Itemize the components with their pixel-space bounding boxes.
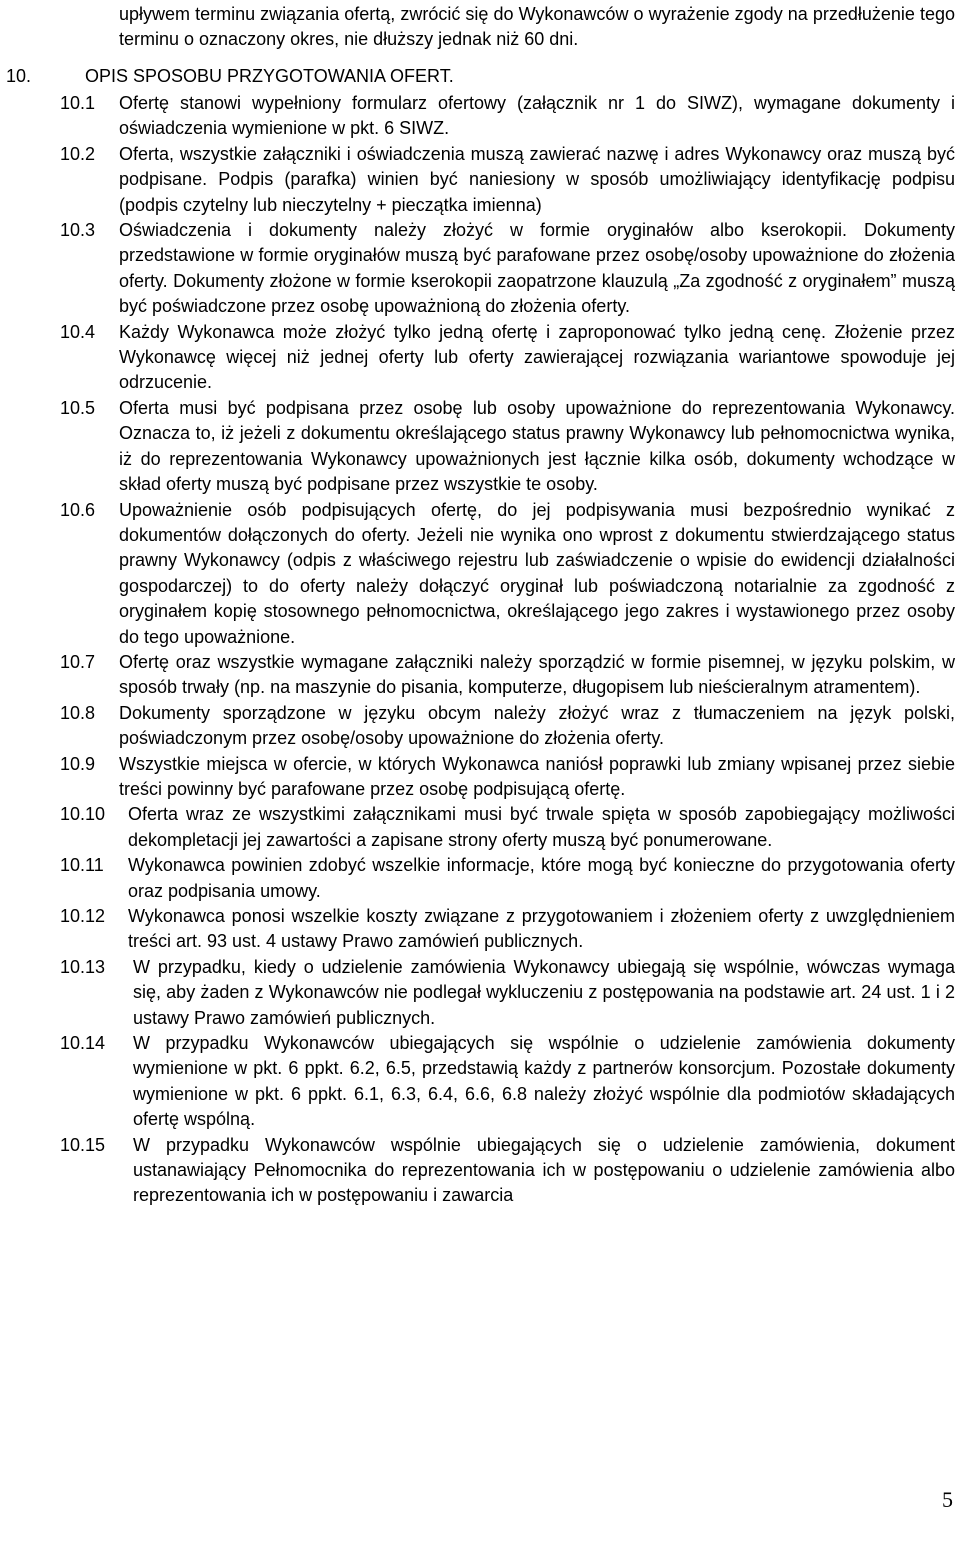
section-number: 10.: [6, 66, 32, 86]
item-text: Oferta wraz ze wszystkimi załącznikami musi być trwale spięta w sposób zapobiegający możliwości dekompletacji jej zawartości a zapisane strony oferty muszą być ponumerowane.: [128, 804, 955, 850]
item-number: 10.3: [60, 220, 96, 241]
item-number: 10.4: [60, 321, 96, 342]
item-number: 10.1: [60, 93, 96, 113]
item-number: 10.11: [60, 855, 104, 876]
list-item: [0, 701, 960, 752]
item-number: 10.13: [60, 956, 106, 977]
list-item: [0, 320, 960, 396]
list-item: [0, 650, 960, 701]
item-text: Ofertę stanowi wypełniony formularz ofertowy (załącznik nr 1 do SIWZ), wymagane dokumenty i oświadczenia wymienione w pkt. 6 SIWZ.: [119, 93, 955, 139]
list-item: [0, 853, 960, 904]
item-number: 10.9: [60, 753, 96, 774]
item-text: W przypadku, kiedy o udzielenie zamówienia Wykonawcy ubiegają się wspólnie, wówczas wymaga się, aby żaden z Wykonawców nie podlegał wykluczeniu z postępowania na podstawie art. 24 ust. 1 i 2 ustawy Prawo zamówień publicznych.: [133, 956, 955, 1028]
item-number: 10.12: [60, 906, 106, 926]
item-text: W przypadku Wykonawców ubiegających się wspólnie o udzielenie zamówienia dokumenty wymienione w pkt. 6 ppkt. 6.2, 6.5, przedstawią każdy z partnerów konsorcjum. Pozostałe dokumenty wymienione w pkt. 6 ppkt. 6.1, 6.3, 6.4, 6.6, 6.8 należy złożyć wspólnie dla podmiotów składających ofertę wspólną.: [133, 1033, 955, 1130]
item-text: W przypadku Wykonawców wspólnie ubiegających się o udzielenie zamówienia, dokument ustanawiający Pełnomocnika do reprezentowania ich w postępowaniu o udzielenie zamówienia albo reprezentowania ich w postępowaniu i zawarcia: [133, 1134, 955, 1206]
section-title: OPIS SPOSOBU PRZYGOTOWANIA OFERT.: [85, 66, 454, 86]
item-text: Oświadczenia i dokumenty należy złożyć w formie oryginałów albo kserokopii. Dokumenty przedstawione w formie oryginałów muszą być parafowane przez osobę/osoby upoważnione do złożenia oferty. Dokumenty złożone w formie kserokopii zaopatrzone klauzulą „Za zgodność z oryginałem” muszą być poświadczone przez osobę upoważnioną do złożenia oferty.: [119, 220, 955, 317]
list-item: [0, 142, 960, 218]
section-heading: [6, 64, 454, 89]
list-item: [0, 218, 960, 320]
list-item: [0, 904, 960, 955]
item-number: 10.6: [60, 499, 96, 520]
item-number: 10.15: [60, 1134, 106, 1155]
item-number: 10.10: [60, 804, 106, 825]
item-text: Ofertę oraz wszystkie wymagane załączniki należy sporządzić w formie pisemnej, w języku polskim, w sposób trwały (np. na maszynie do pisania, komputerze, długopisem lub nieścieralnym atramentem).: [119, 651, 955, 698]
item-text: Wykonawca powinien zdobyć wszelkie informacje, które mogą być konieczne do przygotowania oferty oraz podpisania umowy.: [128, 855, 955, 901]
item-text: Wykonawca ponosi wszelkie koszty związane z przygotowaniem i złożeniem oferty z uwzględnieniem treści art. 93 ust. 4 ustawy Prawo zamówień publicznych.: [128, 906, 955, 952]
item-text: Dokumenty sporządzone w języku obcym należy złożyć wraz z tłumaczeniem na język polski, poświadczonym przez osobę/osoby upoważnione do złożenia oferty.: [119, 702, 955, 749]
item-text: Wszystkie miejsca w ofercie, w których Wykonawca naniósł poprawki lub zmiany wpisanej przez siebie treści powinny być parafowane przez osobę podpisującą ofertę.: [119, 753, 955, 799]
item-text: Oferta, wszystkie załączniki i oświadczenia muszą zawierać nazwę i adres Wykonawcy oraz muszą być podpisane. Podpis (parafka) winien być naniesiony w sposób umożliwiający identyfikację podpisu (podpis czytelny lub nieczytelny + pieczątka imienna): [119, 143, 955, 215]
item-text: Upoważnienie osób podpisujących ofertę, do jej podpisywania musi bezpośrednio wynikać z dokumentów dołączonych do oferty. Jeżeli nie wynika ono wprost z dokumentu stwierdzającego status prawny Wykonawcy (odpis z właściwego rejestru lub zaświadczenie o wpisie do ewidencji działalności gospodarczej) to do oferty należy dołączyć oryginał lub poświadczoną notarialnie za zgodność z oryginałem kopię stosownego pełnomocnictwa, określającego jego zakres i wystawionego przez osoby do tego upoważnione.: [119, 499, 955, 647]
item-text: Oferta musi być podpisana przez osobę lub osoby upoważnione do reprezentowania Wykonawcy. Oznacza to, iż jeżeli z dokumentu określającego status prawny Wykonawcy lub pełnomocnictwa wynika, iż do reprezentowania Wykonawcy upoważnionych jest łącznie kilka osób, dokumenty wchodzące w skład oferty muszą być podpisane przez wszystkie te osoby.: [119, 397, 955, 495]
item-number: 10.2: [60, 143, 96, 164]
item-number: 10.5: [60, 397, 96, 418]
lead-paragraph: upływem terminu związania ofertą, zwrócić się do Wykonawców o wyrażenie zgody na przedłużenie tego terminu o oznaczony okres, nie dłuższy jednak niż 60 dni.: [119, 4, 955, 49]
list-item: [0, 752, 960, 803]
list-item: [0, 1031, 960, 1133]
list-item: [0, 802, 960, 853]
page-number: 5: [942, 1487, 953, 1512]
item-number: 10.7: [60, 651, 96, 672]
item-text: Każdy Wykonawca może złożyć tylko jedną ofertę i zaproponować tylko jedną cenę. Złożenie przez Wykonawcę więcej niż jednej oferty lub oferty zawierającej rozwiązania wariantowe spowoduje jej odrzucenie.: [119, 321, 955, 393]
list-item: [0, 1133, 960, 1209]
list-item: [0, 955, 960, 1031]
item-list: [0, 91, 960, 1209]
item-number: 10.14: [60, 1033, 106, 1054]
list-item: [0, 498, 960, 650]
list-item: [0, 396, 960, 498]
list-item: [0, 91, 960, 142]
item-number: 10.8: [60, 702, 96, 723]
